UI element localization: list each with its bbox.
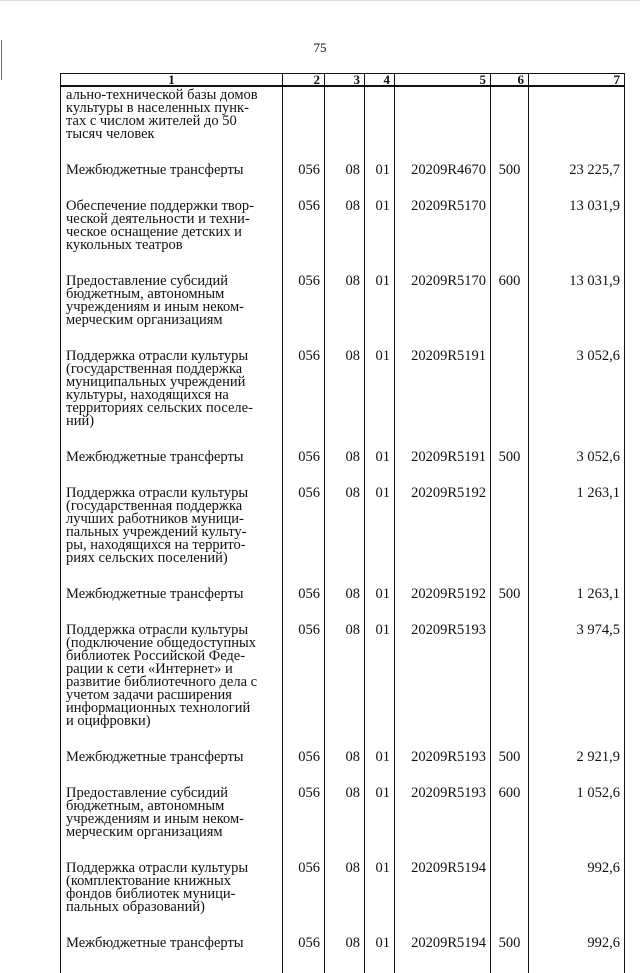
row-expense-type	[491, 350, 529, 451]
row-name	[61, 350, 283, 451]
row-name-text: Поддержка отрасли культуры (подключение общедоступных библиотек Российской Феде- рации к сети «Интернет» и развитие библиотечного дела с учетом задачи расширения информационных технологий и оцифровки)	[66, 622, 258, 729]
row-subsection-text: 01	[375, 198, 390, 214]
row-ministry-code	[283, 487, 325, 588]
row-subsection-text: 01	[375, 449, 390, 465]
row-name-text: Межбюджетные трансферты	[66, 749, 244, 765]
row-ministry-code-text: 056	[298, 348, 320, 364]
row-amount	[529, 350, 625, 451]
row-section-text: 08	[345, 622, 360, 638]
row-amount	[529, 164, 625, 200]
row-subsection	[365, 86, 395, 164]
row-expense-type-text: 600	[498, 785, 521, 801]
row-amount	[529, 588, 625, 624]
row-target-article	[395, 275, 491, 350]
row-target-article-text: 20209R4670	[411, 162, 486, 178]
row-expense-type	[491, 164, 529, 200]
row-target-article	[395, 350, 491, 451]
row-ministry-code	[283, 588, 325, 624]
row-name	[61, 164, 283, 200]
row-expense-type-text: 500	[498, 162, 521, 178]
row-section-text: 08	[345, 485, 360, 501]
row-section-text: 08	[345, 273, 360, 289]
row-amount	[529, 624, 625, 751]
budget-table	[60, 73, 625, 973]
row-expense-type	[491, 787, 529, 862]
row-subsection	[365, 164, 395, 200]
row-section-text: 08	[345, 785, 360, 801]
row-subsection-text: 01	[375, 622, 390, 638]
row-target-article-text: 20209R5194	[411, 860, 486, 876]
row-amount	[529, 862, 625, 937]
row-expense-type	[491, 487, 529, 588]
row-target-article	[395, 787, 491, 862]
row-section-text: 08	[345, 348, 360, 364]
row-name	[61, 787, 283, 862]
row-subsection-text: 01	[375, 860, 390, 876]
row-subsection	[365, 350, 395, 451]
row-section	[325, 588, 365, 624]
col-header-5: 5	[395, 74, 491, 87]
row-section	[325, 200, 365, 275]
row-section	[325, 451, 365, 487]
col-header-4: 4	[365, 74, 395, 87]
row-name-text: Межбюджетные трансферты	[66, 586, 244, 602]
row-subsection-text: 01	[375, 586, 390, 602]
row-target-article	[395, 200, 491, 275]
row-ministry-code	[283, 451, 325, 487]
page-number: 75	[313, 40, 327, 55]
row-target-article-text: 20209R5170	[411, 198, 486, 214]
row-name	[61, 487, 283, 588]
row-name	[61, 937, 283, 973]
row-subsection-text: 01	[375, 162, 390, 178]
row-name-text: Обеспечение поддержки твор- ческой деятельности и техни- ческое оснащение детских и кукольных театров	[66, 198, 254, 253]
row-ministry-code-text: 056	[298, 162, 320, 178]
row-amount	[529, 451, 625, 487]
row-expense-type-text: 500	[498, 586, 521, 602]
row-subsection	[365, 751, 395, 787]
row-section	[325, 350, 365, 451]
row-expense-type	[491, 751, 529, 787]
row-subsection	[365, 624, 395, 751]
row-amount-text: 3 052,6	[576, 449, 620, 465]
row-expense-type-text: 600	[498, 273, 521, 289]
row-amount-text: 1 052,6	[576, 785, 620, 801]
row-amount-text: 23 225,7	[569, 162, 620, 178]
row-expense-type	[491, 624, 529, 751]
row-name	[61, 862, 283, 937]
row-expense-type	[491, 588, 529, 624]
row-name	[61, 200, 283, 275]
row-ministry-code-text: 056	[298, 485, 320, 501]
row-name-text: ально-технической базы домов культуры в населенных пунк- тах с числом жителей до 50 тысяч человек	[66, 87, 258, 142]
row-section-text: 08	[345, 935, 360, 951]
row-subsection	[365, 275, 395, 350]
row-ministry-code	[283, 787, 325, 862]
row-ministry-code	[283, 350, 325, 451]
row-name	[61, 451, 283, 487]
row-ministry-code-text: 056	[298, 935, 320, 951]
row-section	[325, 937, 365, 973]
row-name	[61, 751, 283, 787]
table-row	[61, 751, 625, 787]
row-name	[61, 275, 283, 350]
row-amount	[529, 200, 625, 275]
row-subsection-text: 01	[375, 273, 390, 289]
row-amount	[529, 275, 625, 350]
row-target-article	[395, 624, 491, 751]
row-expense-type-text: 500	[498, 449, 521, 465]
row-target-article-text: 20209R5191	[411, 449, 486, 465]
table-row	[61, 86, 625, 164]
table-header-row	[61, 74, 625, 87]
row-target-article-text: 20209R5192	[411, 485, 486, 501]
row-name	[61, 588, 283, 624]
row-ministry-code-text: 056	[298, 586, 320, 602]
row-subsection	[365, 937, 395, 973]
row-ministry-code	[283, 200, 325, 275]
row-amount-text: 3 052,6	[576, 348, 620, 364]
row-ministry-code-text: 056	[298, 273, 320, 289]
row-section	[325, 164, 365, 200]
col-header-7: 7	[529, 74, 625, 87]
row-ministry-code-text: 056	[298, 785, 320, 801]
row-target-article-text: 20209R5193	[411, 749, 486, 765]
row-ministry-code-text: 056	[298, 449, 320, 465]
col-header-1: 1	[61, 74, 283, 87]
row-subsection-text: 01	[375, 348, 390, 364]
row-target-article-text: 20209R5194	[411, 935, 486, 951]
row-target-article	[395, 451, 491, 487]
table-row	[61, 787, 625, 862]
row-ministry-code	[283, 862, 325, 937]
col-header-3: 3	[325, 74, 365, 87]
row-target-article	[395, 86, 491, 164]
row-target-article-text: 20209R5193	[411, 785, 486, 801]
row-target-article	[395, 164, 491, 200]
row-subsection	[365, 487, 395, 588]
row-section	[325, 275, 365, 350]
row-name	[61, 624, 283, 751]
row-amount	[529, 86, 625, 164]
row-expense-type	[491, 451, 529, 487]
row-section	[325, 787, 365, 862]
row-subsection-text: 01	[375, 749, 390, 765]
row-target-article	[395, 751, 491, 787]
row-amount-text: 13 031,9	[569, 273, 620, 289]
row-section	[325, 487, 365, 588]
row-section-text: 08	[345, 449, 360, 465]
row-ministry-code	[283, 624, 325, 751]
row-subsection	[365, 787, 395, 862]
row-subsection-text: 01	[375, 485, 390, 501]
row-section	[325, 86, 365, 164]
row-expense-type-text: 500	[498, 749, 521, 765]
row-subsection	[365, 588, 395, 624]
row-ministry-code-text: 056	[298, 198, 320, 214]
row-target-article	[395, 862, 491, 937]
table-row	[61, 275, 625, 350]
row-section-text: 08	[345, 586, 360, 602]
row-target-article-text: 20209R5191	[411, 348, 486, 364]
row-name	[61, 86, 283, 164]
table-row	[61, 164, 625, 200]
col-header-2: 2	[283, 74, 325, 87]
row-target-article-text: 20209R5192	[411, 586, 486, 602]
row-subsection	[365, 200, 395, 275]
row-ministry-code	[283, 751, 325, 787]
row-subsection-text: 01	[375, 935, 390, 951]
table-row	[61, 487, 625, 588]
row-section	[325, 862, 365, 937]
row-name-text: Поддержка отрасли культуры (государственная поддержка муниципальных учреждений культуры, находящихся на территориях сельских поселе- ний)	[66, 348, 253, 429]
row-name-text: Межбюджетные трансферты	[66, 162, 244, 178]
row-subsection	[365, 862, 395, 937]
row-amount	[529, 487, 625, 588]
row-name-text: Межбюджетные трансферты	[66, 935, 244, 951]
col-header-6: 6	[491, 74, 529, 87]
table-row	[61, 451, 625, 487]
row-ministry-code	[283, 86, 325, 164]
row-amount	[529, 937, 625, 973]
row-expense-type-text: 500	[498, 935, 521, 951]
table-row	[61, 937, 625, 973]
row-expense-type	[491, 862, 529, 937]
row-ministry-code-text: 056	[298, 622, 320, 638]
row-name-text: Предоставление субсидий бюджетным, автономным учреждениям и иным неком- мерческим организациям	[66, 273, 244, 328]
row-amount-text: 992,6	[587, 860, 620, 876]
row-ministry-code	[283, 164, 325, 200]
row-target-article	[395, 588, 491, 624]
row-name-text: Поддержка отрасли культуры (комплектование книжных фондов библиотек муници- пальных образований)	[66, 860, 249, 915]
row-expense-type	[491, 937, 529, 973]
row-amount-text: 992,6	[587, 935, 620, 951]
table-row	[61, 350, 625, 451]
row-expense-type	[491, 275, 529, 350]
row-section	[325, 624, 365, 751]
row-section-text: 08	[345, 749, 360, 765]
row-subsection	[365, 451, 395, 487]
row-amount-text: 3 974,5	[576, 622, 620, 638]
row-amount-text: 2 921,9	[576, 749, 620, 765]
row-expense-type	[491, 200, 529, 275]
table-row	[61, 862, 625, 937]
row-name-text: Поддержка отрасли культуры (государственная поддержка лучших работников муници- пальных учреждений культу- ры, находящихся на террито- риях сельских поселений)	[66, 485, 249, 566]
row-section-text: 08	[345, 198, 360, 214]
table-row	[61, 200, 625, 275]
row-name-text: Предоставление субсидий бюджетным, автономным учреждениям и иным неком- мерческим организациям	[66, 785, 244, 840]
row-amount	[529, 787, 625, 862]
row-ministry-code-text: 056	[298, 749, 320, 765]
table-row	[61, 624, 625, 751]
row-ministry-code	[283, 275, 325, 350]
row-section	[325, 751, 365, 787]
row-amount-text: 1 263,1	[576, 586, 620, 602]
row-section-text: 08	[345, 162, 360, 178]
row-ministry-code	[283, 937, 325, 973]
row-subsection-text: 01	[375, 785, 390, 801]
row-target-article	[395, 487, 491, 588]
row-section-text: 08	[345, 860, 360, 876]
row-target-article-text: 20209R5170	[411, 273, 486, 289]
table-row	[61, 588, 625, 624]
row-target-article-text: 20209R5193	[411, 622, 486, 638]
row-target-article	[395, 937, 491, 973]
row-amount-text: 1 263,1	[576, 485, 620, 501]
row-amount-text: 13 031,9	[569, 198, 620, 214]
scan-edge-top	[0, 0, 640, 1]
row-ministry-code-text: 056	[298, 860, 320, 876]
row-name-text: Межбюджетные трансферты	[66, 449, 244, 465]
row-expense-type	[491, 86, 529, 164]
row-amount	[529, 751, 625, 787]
